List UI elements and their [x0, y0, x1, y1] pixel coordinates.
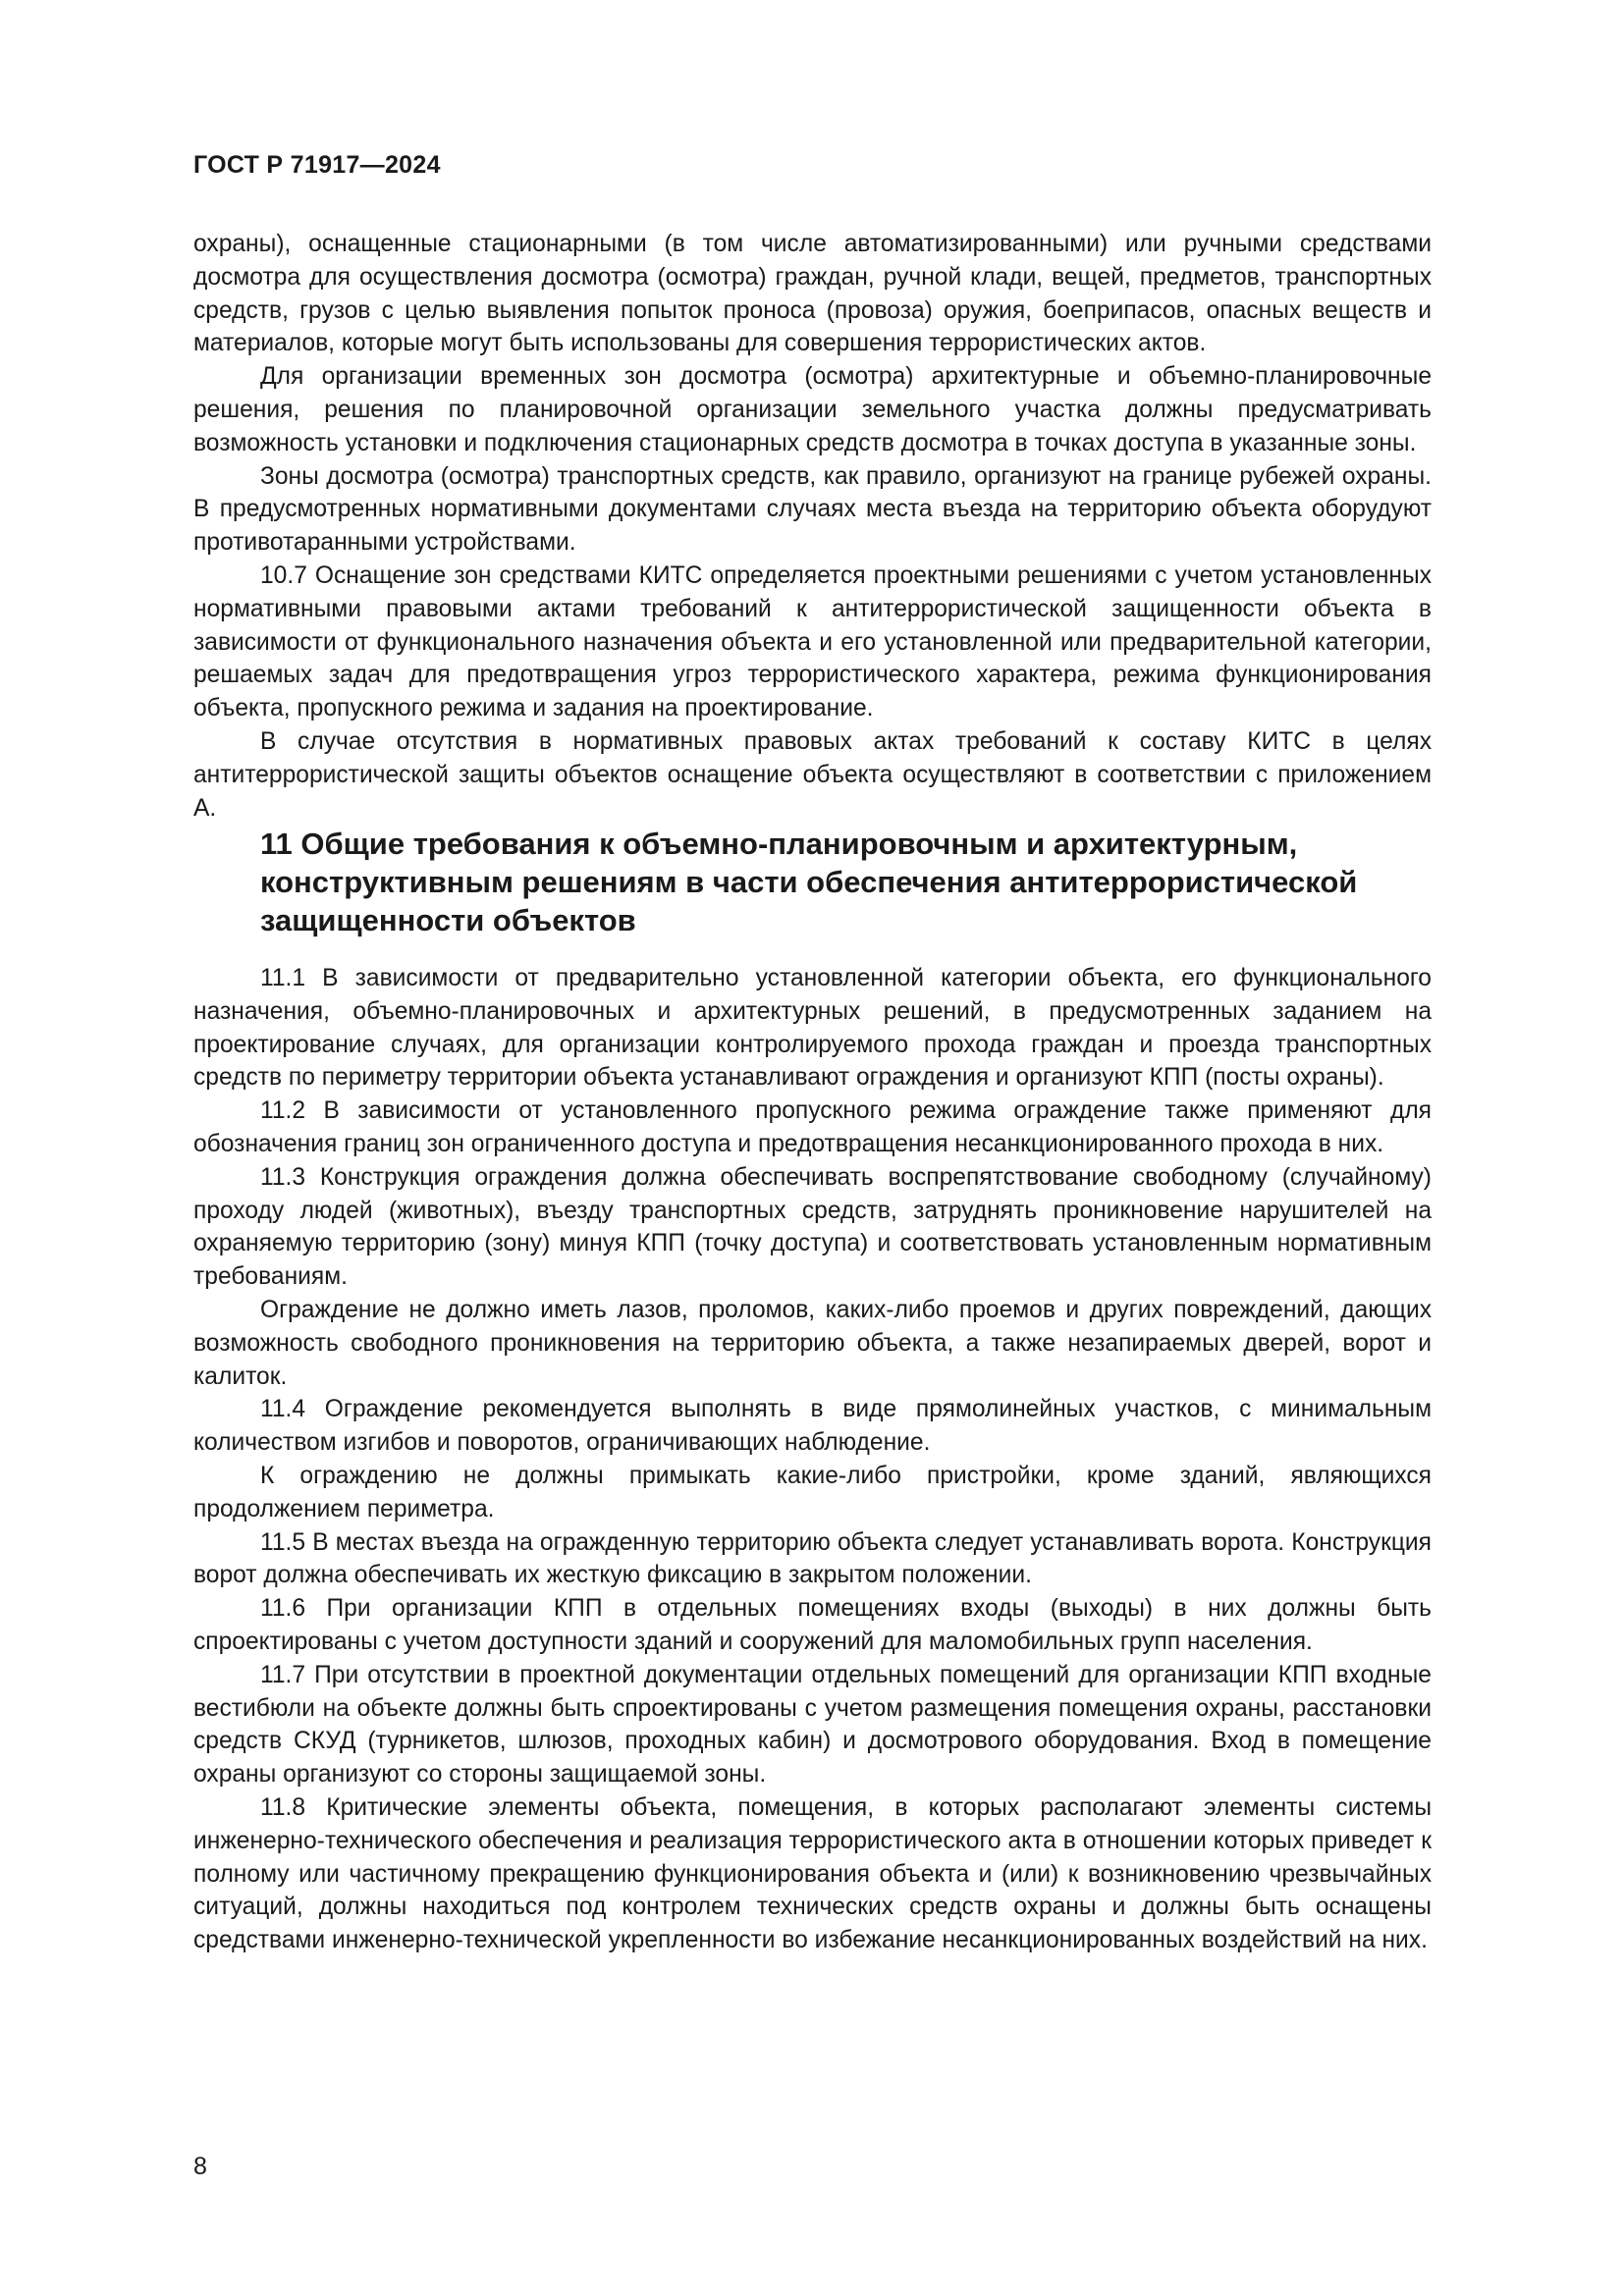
paragraph-11-2: 11.2 В зависимости от установленного пропускного режима ограждение также применяют для обозначения границ зон ограниченного доступа и предотвращения несанкционированного прохода в них.	[193, 1097, 1432, 1157]
body-text-section-11	[193, 962, 1432, 1957]
page-number: 8	[193, 2153, 207, 2180]
paragraph-11-8: 11.8 Критические элементы объекта, помещения, в которых располагают элементы системы инженерно-технического обеспечения и реализация террористического акта в отношении которых приведет к полному или частичному прекращению функционирования объекта и (или) к возникновению чрезвычайных ситуаций, должны находиться под контролем технических средств охраны и должны быть оснащены средствами инженерно-технической укрепленности во избежание несанкционированных воздействий на них.	[193, 1793, 1432, 1954]
paragraph-11-4: 11.4 Ограждение рекомендуется выполнять в виде прямолинейных участков, с минимальным количеством изгибов и поворотов, ограничивающих наблюдение.	[193, 1396, 1432, 1457]
paragraph-fence-attachments: К ограждению не должны примыкать какие-либо пристройки, кроме зданий, являющихся продолжением периметра.	[193, 1462, 1432, 1522]
paragraph-11-3: 11.3 Конструкция ограждения должна обеспечивать воспрепятствование свободному (случайному) проходу людей (животных), въезду транспортных средств, затруднять проникновение нарушителей на охраняемую территорию (зону) минуя КПП (точку доступа) и соответствовать установленным нормативным требованиям.	[193, 1163, 1432, 1291]
paragraph-vehicle-inspection: Зоны досмотра (осмотра) транспортных средств, как правило, организуют на границе рубежей охраны. В предусмотренных нормативными документами случаях места въезда на территорию объекта оборудуют противотаранными устройствами.	[193, 462, 1432, 557]
paragraph-11-6: 11.6 При организации КПП в отдельных помещениях входы (выходы) в них должны быть спроектированы с учетом доступности зданий и сооружений для маломобильных групп населения.	[193, 1595, 1432, 1655]
paragraph-11-5: 11.5 В местах въезда на огражденную территорию объекта следует устанавливать ворота. Конструкция ворот должна обеспечивать их жесткую фиксацию в закрытом положении.	[193, 1528, 1432, 1589]
section-11-heading: 11 Общие требования к объемно-планировочным и архитектурным, конструктивным решениям в части обеспечения антитеррористической защищенности объектов	[260, 827, 1358, 937]
paragraph-10-7: 10.7 Оснащение зон средствами КИТС определяется проектными решениями с учетом установленных нормативными правовыми актами требований к антитеррористической защищенности объекта в зависимости от функционального назначения объекта и его установленной или предварительной категории, решаемых задач для предотвращения угроз террористического характера, режима функционирования объекта, пропускного режима и задания на проектирование.	[193, 561, 1432, 722]
body-text-top	[193, 228, 1432, 825]
paragraph-appendix-reference: В случае отсутствия в нормативных правовых актах требований к составу КИТС в целях антитеррористической защиты объектов оснащение объекта осуществляют в соответствии с приложением А.	[193, 727, 1432, 822]
paragraph-11-7: 11.7 При отсутствии в проектной документации отдельных помещений для организации КПП входные вестибюли на объекте должны быть спроектированы с учетом размещения помещения охраны, расстановки средств СКУД (турникетов, шлюзов, проходных кабин) и досмотрового оборудования. Вход в помещение охраны организуют со стороны защищаемой зоны.	[193, 1661, 1432, 1789]
paragraph-fence-defects: Ограждение не должно иметь лазов, проломов, каких-либо проемов и других повреждений, дающих возможность свободного проникновения на территорию объекта, а также незапираемых дверей, ворот и калиток.	[193, 1296, 1432, 1390]
paragraph-11-1: 11.1 В зависимости от предварительно установленной категории объекта, его функционального назначения, объемно-планировочных и архитектурных решений, в предусмотренных заданием на проектирование случаях, для организации контролируемого прохода граждан и проезда транспортных средств по периметру территории объекта устанавливают ограждения и организуют КПП (посты охраны).	[193, 965, 1432, 1092]
document-code-header: ГОСТ Р 71917—2024	[193, 151, 441, 179]
paragraph-continuation: охраны), оснащенные стационарными (в том числе автоматизированными) или ручными средствами досмотра для осуществления досмотра (осмотра) граждан, ручной клади, вещей, предметов, транспортных средств, грузов с целью выявления попыток проноса (провоза) оружия, боеприпасов, опасных веществ и материалов, которые могут быть использованы для совершения террористических актов.	[193, 231, 1432, 357]
paragraph-temporary-zones: Для организации временных зон досмотра (осмотра) архитектурные и объемно-планировочные решения, решения по планировочной организации земельного участка должны предусматривать возможность установки и подключения стационарных средств досмотра в точках доступа в указанные зоны.	[193, 363, 1432, 456]
